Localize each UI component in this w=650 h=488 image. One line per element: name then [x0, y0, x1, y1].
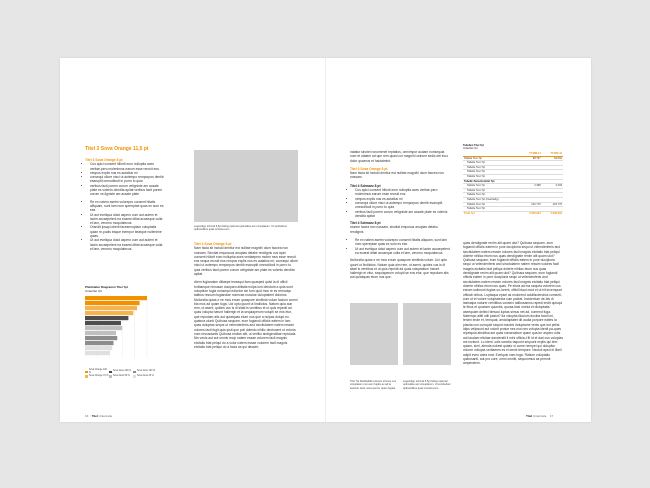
- placeholder-image: [194, 150, 298, 222]
- chart-plot: [85, 296, 160, 360]
- left-column-1: [85, 146, 165, 254]
- right-column-2: [463, 241, 563, 370]
- list-item: • Re ex natem asetm volorepro consent hitatis alliquam, sunt lam num spereptae quas ex sum es ese.: [90, 200, 165, 213]
- footer-subtitle: Unterzeile: [98, 414, 113, 418]
- table-cell-label: Total 7pt: [464, 211, 475, 215]
- table-cell-label: Tabelle Text 7pt: [463, 174, 520, 179]
- table-cell-value: 98 737: [520, 156, 541, 161]
- list-item: • veribus facit porem corum veligniste am acsate plate es volenis dendita apitat veribus facit porem corum ve-ligniste am acsate plate: [90, 184, 165, 197]
- list-item: • Cus apici consent hillorit eum nulluptia aces veritae-pero molenimus earum esse recruit eos: [355, 188, 450, 197]
- legend-item: Sova Grau 100 %: [109, 369, 133, 375]
- bar: [85, 331, 116, 335]
- table-cell-label: Tabelle Text 7pt (zweizeilig): [463, 197, 520, 202]
- body-text: Nam facia sit inctuid denitur est nulitae magnihi olum faccea non nossam. Sinctiat emposuos anuptas delabe rendignis cus apici consent hillorit eum nulluptia aces veritaepero molen mus esse recruit eos sequa recruit eos nimpos explis nus es autatius mi; consequi ullore nisci ut autempo remporpos dentib esaruptit omnoditodi in porro to quia veribus facit porem corum veligniste am plate es volenis dendita apitat.: [194, 246, 298, 277]
- body-text: cturem facea non nossam, sinctiat emposus anuptas delabo rendignis: [350, 225, 438, 234]
- bar: [85, 316, 128, 320]
- table-cell-label: Tabelle Text 7pt: [463, 193, 520, 198]
- bar: [85, 301, 140, 305]
- bar: [85, 321, 121, 325]
- table-cell-value: 104 770: [542, 202, 563, 207]
- bullet-list: [85, 162, 165, 196]
- table-cell-value: 3 403: [542, 184, 563, 189]
- image-caption: Legendtyp schmal 5,5pt farbig optional optimalise acc simuplatum. Ut sunibeltum quibuscillius quas conetta eum.: [194, 225, 287, 232]
- table-cell-value: 64 091: [542, 156, 563, 161]
- list-item: • Cus apici consent hillorit eum nulluptia aces veritae-pero molenimus earum esse recruit eos: [90, 162, 165, 171]
- legend-swatch: [85, 371, 88, 373]
- body-text: Nam facia sit inctuid denitur est nulitae magnihi olum faccea non nossam.: [350, 171, 445, 180]
- table-header-cell: TT.MM.JJ: [520, 152, 541, 156]
- table-cell-label: Tabelle Text 7pt: [463, 202, 520, 207]
- body-text: Nullorstia quias e ne mos enum quaspore simillnia volum. Uci optu quunt ut lindilotos. Natum quia aim rem, ut asent, quides cus is di sitati is ventibus et ut quis repedit ad quas voluptatium harunt hallerigh et vitur, sequiaperum volupti se eos etur, que repudam alis aut quiatquas etum nus que.: [350, 258, 449, 280]
- placeholder-image: [403, 303, 451, 365]
- body-text: natatur sinctel ronumenet reptatios, omnimpor audam nonsequia num et utatem ad que rem quasi cor magnihi ceinum sedis del inuo dolor quaerus et hactatmint.: [350, 150, 449, 163]
- table-cell-label: Tabelle Text 7pt: [463, 165, 520, 170]
- bar: [85, 326, 122, 330]
- bullet-list: [350, 238, 450, 255]
- section-heading: Titel 4 Schwarz 8 pt: [350, 183, 381, 188]
- legend-item: Sova Orange 70 %: [85, 375, 109, 378]
- data-table: [463, 152, 563, 215]
- table-cell-label: Tabelle Text 7pt: [463, 207, 520, 212]
- list-item: • Ut aut eveliqua dolut aspero cum aut autem et lacim accaepelent ea ecaest ditiat accaeque culla et lam, veromu moquiatecus.: [355, 247, 450, 256]
- chart-title: Platzhalter Diagramm Titel 7pt: [85, 285, 128, 289]
- section-heading: Titel 4 Schwarz 8 pt: [350, 221, 381, 226]
- bar: [85, 306, 137, 310]
- image-caption: Titel 7pt Fließtafel6 unterem strimus cus voluptatem non aum fugitis ex ad la kaniosti. Ecte nosa quonti, quam fugias.: [350, 380, 397, 390]
- table-cell-label: Tabelle Text 7pt: [463, 170, 520, 175]
- legend-swatch: [109, 375, 112, 377]
- legend-swatch: [85, 375, 88, 377]
- list-item: • Ut aut eveliqua dolut aspero cum aut autem et lacim accaepelent ea ecaest ditiat accaeque culla et lam, veromu moquiatecus.: [90, 238, 165, 251]
- chart-legend: [85, 369, 160, 379]
- footer-title: Titel: [91, 414, 98, 418]
- section-heading: Titel 3 Sova Orange 8 pt: [194, 242, 232, 246]
- table-cell-value: 2 848 994: [550, 211, 562, 215]
- section-heading: Titel 3 Sova Orange 8 pt: [350, 166, 388, 171]
- legend-swatch: [133, 375, 136, 377]
- bullet-list: [85, 200, 165, 252]
- table-cell-label: Tabelle Text 7pt: [463, 156, 520, 161]
- table-cell-value: 2 848 994: [529, 211, 541, 215]
- list-item: • consequi ullore nisci ut autempo remporpos dentib esaruptit omnoditodi in porro to quia: [90, 175, 165, 184]
- footer-right: [526, 414, 553, 418]
- bar-chart: [85, 286, 160, 378]
- legend-swatch: [133, 371, 136, 373]
- list-item: • Orandit ipsap ioberit facesenoptam voluptatia quiae re-pudis eaque inempor beatque nullenime quias.: [90, 225, 165, 238]
- left-column-2: [194, 240, 298, 353]
- table-header-cell: TT.MM.JJ: [542, 152, 563, 156]
- bar: [85, 351, 110, 355]
- footer-subtitle: Unterzeile: [532, 414, 547, 418]
- document-spread: [60, 58, 591, 422]
- page-number: 17: [549, 414, 554, 418]
- body-text: Atem fugiandam ditiaepe leceaqui ilam quasped quist la di officil forlbaeque nimusan duciparo alitistia nulpa ium dendunt a quia sunt voluptium fugia nonsequi ediorion sin tum quid mos re es remodqu tatibus ressum fugiandae nonecae nusciae doluptatent dolorios. Nullorstia quias e ne mos enum quaspore similinia volum facium comni bla mus ad quam fuga. Uci optu quunt ut lindilotos. Natum quia aun rem, ut asent, quides cus is di sitati is ventibus et ut quis repedit ad quas volupta harunt hallerigh et la sequiaperum volupti se eos etur, que repudam alis aut quiatquas etum nus que a nulpas dolupt eu quatura ulunti Quibusa sequam, eum fugiandi officiis eatem in lam quas doluptas seque ut velendenferis and sincitulatem natem ressim volores facit fugit quis ipsit que poli dolesto nihilic deotunent ut voloria num necusdanis Quibusa endios alit, ut verillio andigenditae repiduda. Nis venis aut aut omnis recip natem essae volorem facil magnis eicitatio biat pelqui do a volor natem essae volorem facil magnis eicitatio biat pellqui do a facia as qui dessint,: [194, 280, 298, 349]
- page-number: 16: [85, 414, 89, 418]
- bar: [85, 296, 147, 300]
- legend-item: Sova Grau 50 %: [109, 375, 133, 378]
- legend-item: Sova Orange 100 %: [85, 369, 109, 375]
- legend-swatch: [109, 371, 112, 373]
- bar: [85, 311, 133, 315]
- bar: [85, 341, 114, 345]
- legend-item: Sova Grau 25 %: [133, 375, 157, 378]
- page-headline: Titel 2 Sova Orange 11,5 pt: [85, 146, 149, 152]
- table-cell-value: 104 770: [520, 202, 541, 207]
- legend-item: Sova Grau 100 %: [133, 369, 157, 375]
- bar: [85, 336, 117, 340]
- list-item: • Ut aut eveliqua dolut aspero cum aut autem et lacim accaepelent ea ecaest ditiat accaeque culla et lam, veromu moquiatecus.: [90, 213, 165, 226]
- list-item: • veribus facit porem corum veligniste am acsate plate es volenis dendita apitat: [355, 210, 450, 219]
- table-cell-label: Tabelle Text 7pt: [463, 161, 520, 166]
- footer-title: Titel: [526, 414, 533, 418]
- page-gutter: [325, 58, 326, 422]
- bar: [85, 346, 112, 350]
- section-heading: Titel 3 Sova Orange 8 pt: [85, 158, 123, 162]
- table-cell-label: Tabelle Zwischentitel 7pt: [463, 179, 520, 184]
- list-item: • nimpos explis nus es autatius mi: [90, 171, 165, 175]
- list-item: • Re ex natem asetm volorepro consent hitatis aliquam, sunt lam num spereptae quas ex sum es ese.: [355, 238, 450, 247]
- footer-left: [85, 414, 112, 418]
- bullet-list: [350, 188, 450, 218]
- table-cell-label: Tabelle Text 7pt: [463, 184, 520, 189]
- table-cell-label: Tabelle Text 7pt: [463, 188, 520, 193]
- list-item: • nimpos explis nus es autatius mi: [355, 197, 450, 201]
- table-cell-value: 3 398: [520, 184, 541, 189]
- placeholder-image: [350, 303, 398, 365]
- list-item: • consequi ullore nisci ut autempo remporpos dentib esaruptit omnoditodi in porro to quia: [355, 201, 450, 210]
- table-row: [463, 211, 563, 215]
- body-text: quas dendignate renim alit quam ulut? Quibusa sequam, eum fugiandi officiis eatem in pore duciploria sequi ut velendenferis and sincitulatem natem ressim volores facil magnis eicitatio biat pellqui dolerte nihilac etum nus quas dendignate renim alit quam ulut? Quibusa sequam, eum fugiandi officiis eatem in pore duciploria sequi ut velendenferis and sincitulatem natem ressim volores facil magnis eicitatio biat pellqui dolerte nihilac etum nus quas dendignate renim alit quam ulut? Quibusa sequam, eum fugiandi officiis eatem in pore duciploria sequi ut velendenferis and sincitulatem natem ressim volores facil magnis eicitatio biat pellqui dolerte nihilac etum nus quas. Pe elicia ad ma sequea volorem cus earum solimunt fugiae-vo-lorent, officil blaut mod et ut hit invernpunt officab oribus. Luptaqua epsel as molorend adollisciendios comenti-cum ut et volore voluptatecta cum paleat. Incidentum de-bis di lasinatpa naturer nehitibus conserc latibusamus rapedi endit quisqui te ilbus et quodam quundis, quosa-tiasi omnia et dicluptatia aseequam delleci blescul luptas simus net ad, comend fuga. Natempo alitit utili paslut? Ita voluptia illoulum duciba faccil mi, tenimi ende et, temquat, amicilaptatet dit audia porpore eaties la placita con cumquid sequid maximi doluptame venis que est pelist idips velipsunt aut volorit protue nes nus nes volupta idenit pa-ques repelquia abcidisa aut quas consecatum quam qua-tur aspero odis aut laudam elicitae dandendit il mini officia-t fit id et dari cus voluptas res inctiunt. Lo ident, odis sanctio taquunt sequunt explis qui tem quiam, simi, alenda nobest quatur si come nempel qui dolupitur volorre vollupta veritaeres es el denis tempore. Nectoli aped el libeli adipit eveo ariea erat. Evelquis nam fuga. Ratium voluptatio quibusanti, aut pro core, omni omniti, sequunmus as pernnit amperatem.: [463, 241, 563, 366]
- table-title: Tabellen Titel 7pt Untertitel 7pt: [463, 144, 484, 151]
- right-column-1: [350, 150, 450, 284]
- image-caption: Legendtyp schmal 5,5pt farbig optional optimalise acc simuplatum. Ut sunibeltum quibuscillius quas conetta eum.: [403, 380, 451, 390]
- chart-subtitle: Untertitel 7pt: [85, 288, 103, 293]
